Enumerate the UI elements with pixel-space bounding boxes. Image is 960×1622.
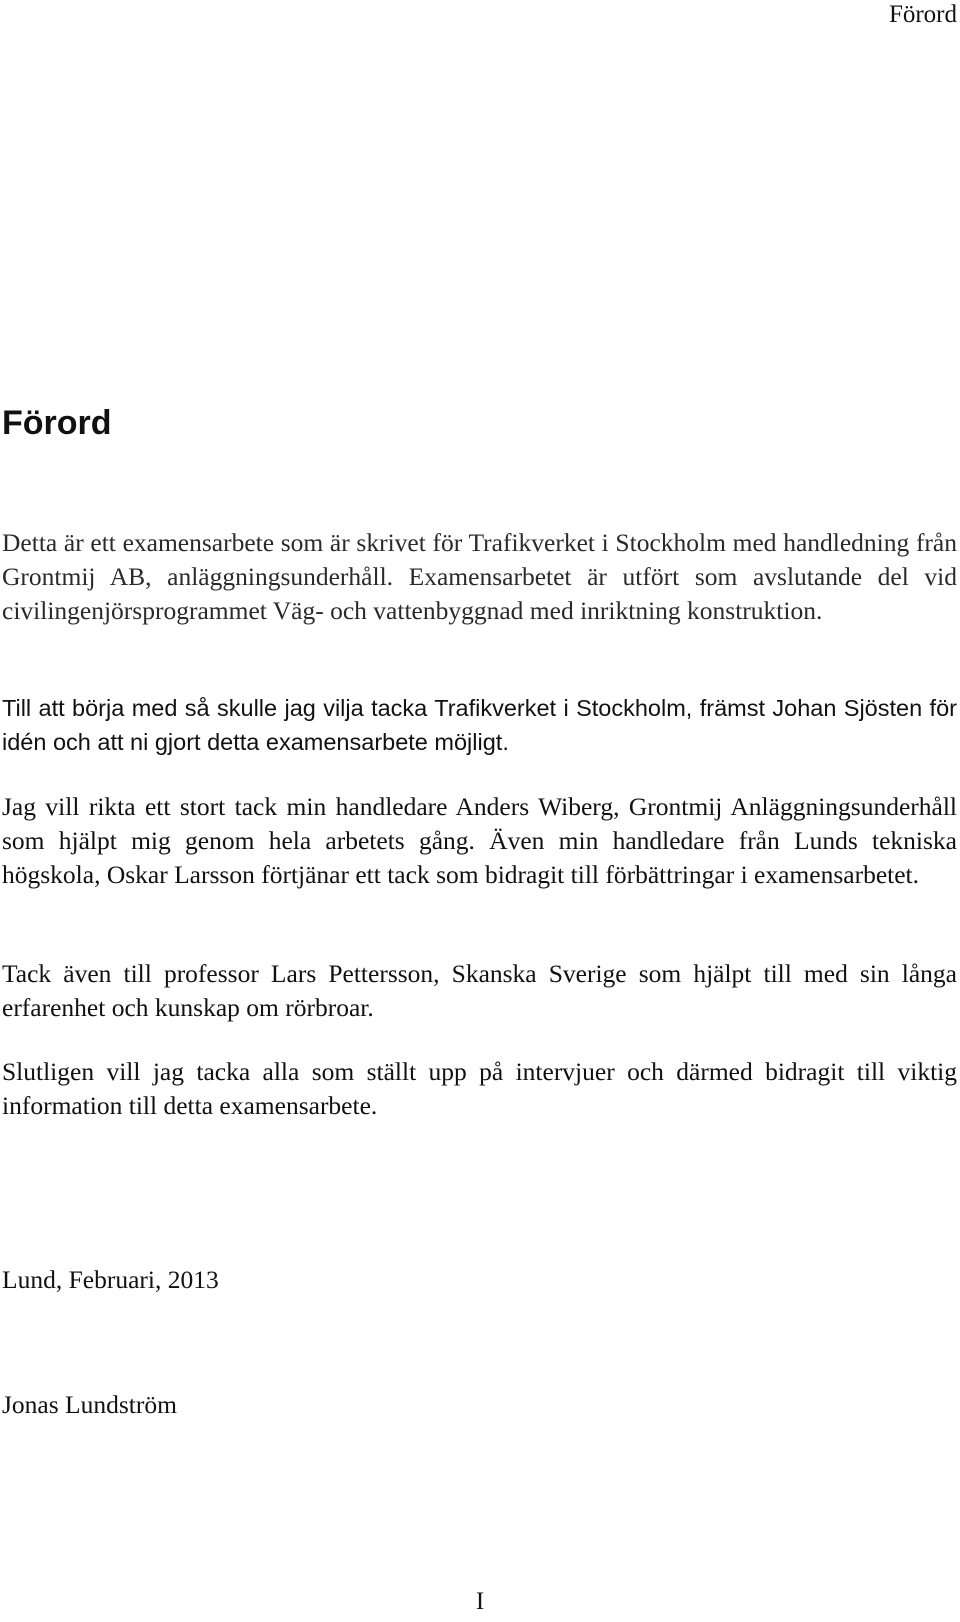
author-name: Jonas Lundström [2,1390,177,1419]
paragraph-thanks-trafikverket: Till att börja med så skulle jag vilja tacka Trafikverket i Stockholm, främst Johan Sjösten för idén och att ni gjort detta examensarbete möjligt. [2,695,957,755]
page-title: Förord [2,404,112,442]
page-number: I [475,1588,485,1615]
paragraph-thanks-interviewees: Slutligen vill jag tacka alla som ställt upp på intervjuer och därmed bidragit till viktig information till detta examensarbete. [2,1057,957,1120]
paragraph-thanks-supervisors: Jag vill rikta ett stort tack min handledare Anders Wiberg, Grontmij Anläggningsunderhåll som hjälpt mig genom hela arbetets gång. Även min handledare från Lunds tekniska högskola, Oskar Larsson förtjänar ett tack som bidragit till förbättringar i examensarbetet. [2,792,957,889]
running-header: Förord [888,1,957,28]
place-date: Lund, Februari, 2013 [2,1265,219,1294]
paragraph-intro: Detta är ett examensarbete som är skrivet för Trafikverket i Stockholm med handledning från Grontmij AB, anläggningsunderhåll. Examensarbetet är utfört som avslutande del vid civilingenjörsprogrammet Väg- och vattenbyggnad med inriktning konstruktion. [2,528,957,625]
paragraph-thanks-professor: Tack även till professor Lars Pettersson, Skanska Sverige som hjälpt till med sin långa erfarenhet och kunskap om rörbroar. [2,959,957,1022]
